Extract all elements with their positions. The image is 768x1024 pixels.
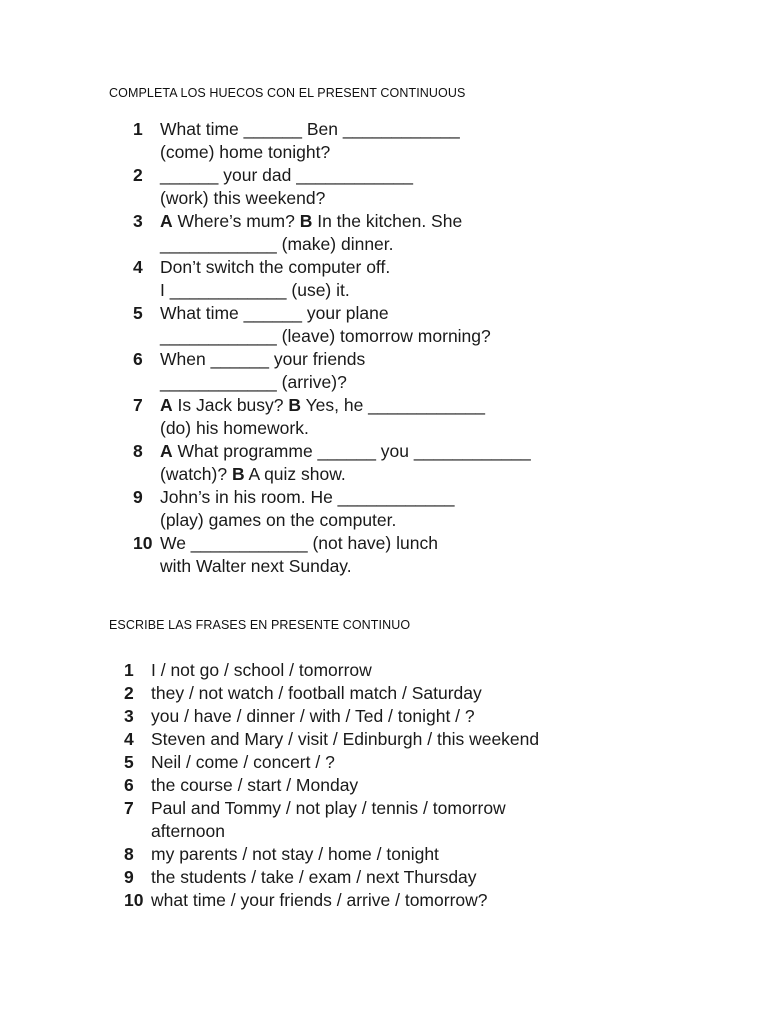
item-text [160,256,553,302]
item-line: my parents / not stay / home / tonight [151,844,439,864]
item-line: Neil / come / concert / ? [151,752,335,772]
exercise-2-item-5 [124,751,584,774]
item-number: 10 [133,533,153,553]
item-line: (come) home tonight? [160,142,331,162]
item-text [151,889,584,912]
exercise-2-item-4 [124,728,584,751]
item-number: 7 [124,798,134,818]
item-line: We ____________ (not have) lunch [160,533,438,553]
exercise-1-item-3 [133,210,553,256]
exercise-1-item-6 [133,348,553,394]
item-text [151,728,584,751]
exercise-2-heading: ESCRIBE LAS FRASES EN PRESENTE CONTINUO [109,618,411,632]
item-text [160,164,553,210]
item-number: 8 [133,441,143,461]
item-text [151,705,584,728]
exercise-2-list [124,659,584,912]
item-line: (watch)? B A quiz show. [160,464,346,484]
item-text [151,797,584,843]
exercise-1-item-10 [133,532,553,578]
exercise-1-item-1 [133,118,553,164]
item-number: 8 [124,844,134,864]
item-number: 10 [124,890,144,910]
item-line: A What programme ______ you ____________ [160,441,531,461]
item-number: 6 [133,349,143,369]
exercise-1-heading: COMPLETA LOS HUECOS CON EL PRESENT CONTINUOUS [109,86,466,100]
item-line: what time / your friends / arrive / tomorrow? [151,890,488,910]
item-line: What time ______ your plane [160,303,389,323]
item-line: they / not watch / football match / Saturday [151,683,482,703]
item-number: 1 [124,660,134,680]
item-line: Paul and Tommy / not play / tennis / tomorrow [151,798,506,818]
item-text [151,682,584,705]
item-line: with Walter next Sunday. [160,556,352,576]
exercise-1-item-8 [133,440,553,486]
item-line: ______ your dad ____________ [160,165,414,185]
item-text [160,394,553,440]
item-text [151,659,584,682]
item-line: the course / start / Monday [151,775,359,795]
exercise-2-item-10 [124,889,584,912]
item-line: John’s in his room. He ____________ [160,487,455,507]
item-line: the students / take / exam / next Thursday [151,867,477,887]
item-line: A Where’s mum? B In the kitchen. She [160,211,463,231]
item-number: 2 [133,165,143,185]
item-number: 9 [133,487,143,507]
item-text [160,302,553,348]
item-number: 9 [124,867,134,887]
item-line: What time ______ Ben ____________ [160,119,460,139]
item-text [151,774,584,797]
exercise-2-item-1 [124,659,584,682]
item-text [160,210,553,256]
item-line: Don’t switch the computer off. [160,257,391,277]
item-line: afternoon [151,821,225,841]
item-number: 2 [124,683,134,703]
exercise-1-item-5 [133,302,553,348]
exercise-2-item-3 [124,705,584,728]
item-number: 4 [133,257,143,277]
item-line: Steven and Mary / visit / Edinburgh / this weekend [151,729,540,749]
exercise-2-item-6 [124,774,584,797]
item-text [151,866,584,889]
exercise-2-item-8 [124,843,584,866]
item-text [160,486,553,532]
item-line: When ______ your friends [160,349,366,369]
item-line: (play) games on the computer. [160,510,397,530]
exercise-1-item-2 [133,164,553,210]
item-number: 6 [124,775,134,795]
item-text [160,532,553,578]
item-line: I / not go / school / tomorrow [151,660,372,680]
exercise-1-item-7 [133,394,553,440]
item-number: 3 [133,211,143,231]
item-line: ____________ (leave) tomorrow morning? [160,326,491,346]
item-line: ____________ (make) dinner. [160,234,394,254]
item-line: A Is Jack busy? B Yes, he ____________ [160,395,485,415]
exercise-1-item-9 [133,486,553,532]
item-line: (do) his homework. [160,418,309,438]
exercise-2-item-7 [124,797,584,843]
exercise-2-item-9 [124,866,584,889]
item-number: 3 [124,706,134,726]
item-text [151,843,584,866]
exercise-1-list [133,118,553,578]
item-text [160,440,553,486]
item-number: 7 [133,395,143,415]
item-number: 4 [124,729,134,749]
item-line: you / have / dinner / with / Ted / tonight / ? [151,706,475,726]
item-text [160,348,553,394]
item-line: I ____________ (use) it. [160,280,350,300]
item-line: ____________ (arrive)? [160,372,347,392]
item-number: 5 [124,752,134,772]
item-line: (work) this weekend? [160,188,326,208]
exercise-2-item-2 [124,682,584,705]
exercise-1-item-4 [133,256,553,302]
item-text [151,751,584,774]
item-number: 1 [133,119,143,139]
item-text [160,118,553,164]
item-number: 5 [133,303,143,323]
